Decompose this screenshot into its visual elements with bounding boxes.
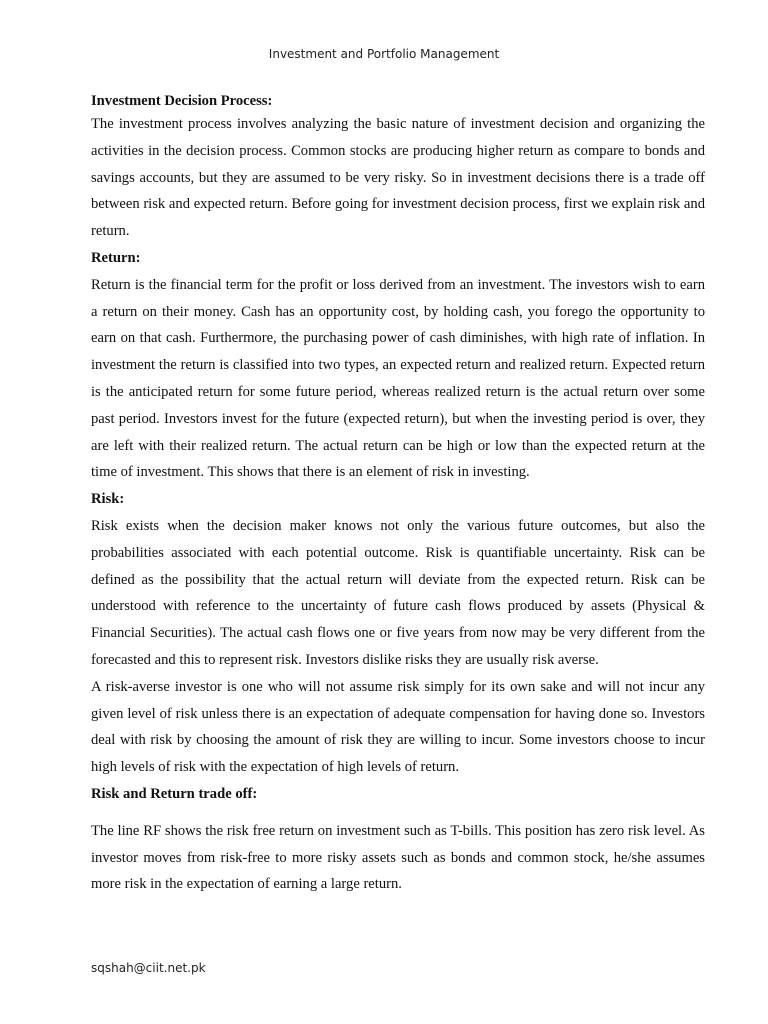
heading-risk-return-tradeoff: Risk and Return trade off: bbox=[91, 785, 258, 802]
footer-email: sqshah@ciit.net.pk bbox=[91, 961, 206, 975]
document-body bbox=[91, 92, 705, 898]
paragraph-risk: Risk exists when the decision maker knows not only the various future outcomes, but also the probabilities associated with each potential outcome. Risk is quantifiable uncertainty. Risk can be defined as the possibility that the actual return will deviate from the expected return. Risk can be understood with reference to the uncertainty of future cash flows produced by assets (Physical & Financial Securities). The actual cash flows one or five years from now may be very different from the forecasted and this to represent risk. Investors dislike risks they are usually risk averse. bbox=[91, 517, 705, 668]
paragraph-risk-return-tradeoff: The line RF shows the risk free return on investment such as T-bills. This position has zero risk level. As investor moves from risk-free to more risky assets such as bonds and common stock, he/she assumes more risk in the expectation of earning a large return. bbox=[91, 822, 705, 893]
paragraph-risk-averse: A risk-averse investor is one who will not assume risk simply for its own sake and will not incur any given level of risk unless there is an expectation of adequate compensation for having done so. Investors deal with risk by choosing the amount of risk they are willing to incur. Some investors choose to incur high levels of risk with the expectation of high levels of return. bbox=[91, 678, 705, 776]
page-header: Investment and Portfolio Management bbox=[268, 47, 500, 61]
heading-investment-decision-process: Investment Decision Process: bbox=[91, 93, 273, 109]
heading-risk: Risk: bbox=[91, 491, 125, 508]
paragraph-return: Return is the financial term for the profit or loss derived from an investment. The investors wish to earn a return on their money. Cash has an opportunity cost, by holding cash, you forego the opportunity to earn on that cash. Furthermore, the purchasing power of cash diminishes, with high rate of inflation. In investment the return is classified into two types, an expected return and realized return. Expected return is the anticipated return for some future period, whereas realized return is the actual return over some past period. Investors invest for the future (expected return), but when the investing period is over, they are left with their realized return. The actual return can be high or low than the expected return at the time of investment. This shows that there is an element of risk in investing. bbox=[91, 276, 705, 481]
heading-return: Return: bbox=[91, 249, 141, 266]
paragraph-investment-decision-process: The investment process involves analyzing the basic nature of investment decision and organizing the activities in the decision process. Common stocks are producing higher return as compare to bonds and savings accounts, but they are assumed to be very risky. So in investment decisions there is a trade off between risk and expected return. Before going for investment decision process, first we explain risk and return. bbox=[91, 116, 705, 240]
